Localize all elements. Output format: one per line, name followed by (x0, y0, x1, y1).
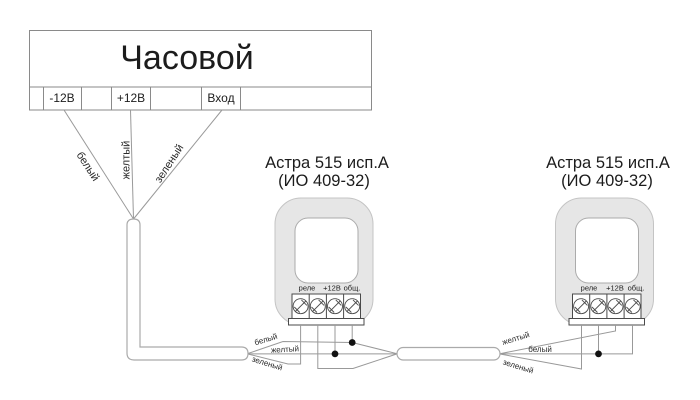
screw-terminal (310, 299, 325, 314)
det2-terminal-relay: реле (580, 283, 598, 293)
fan1-label-green: зеленый (250, 354, 284, 373)
cable-right (397, 348, 500, 361)
screw-terminal (591, 299, 606, 314)
screw-terminal (574, 299, 589, 314)
detector-lens-window (295, 218, 358, 283)
det1-terminal-relay: реле (298, 283, 316, 293)
detector-1-title: Астра 515 исп.А (265, 153, 389, 172)
screw-terminal (328, 299, 343, 314)
fan1-label-yellow: желтый (270, 344, 300, 355)
detector-lens-window (576, 218, 639, 283)
detector-2-body (556, 198, 654, 325)
detector-2-subtitle: (ИО 409-32) (561, 171, 653, 190)
fan2-label-yellow: желтый (501, 330, 531, 347)
screw-terminal (293, 299, 308, 314)
junction-dot (595, 351, 602, 358)
terminal-rail (569, 319, 645, 326)
junction-dot (349, 339, 356, 346)
screw-terminal (608, 299, 623, 314)
det2-terminal-common: общ. (627, 283, 645, 293)
panel-terminal-strip (30, 87, 372, 110)
fan2-label-green: зеленый (501, 357, 535, 376)
cable-left (127, 219, 248, 360)
wire-relay1-to-det2 (318, 325, 397, 369)
fan1-label-white: белый (253, 331, 279, 348)
fan2-label-white: белый (528, 345, 552, 354)
panel-wire-label-yellow: желтый (120, 140, 133, 180)
detector-1-subtitle: (ИО 409-32) (278, 171, 370, 190)
panel-title: Часовой (120, 39, 254, 77)
detector-2-title: Астра 515 исп.А (546, 153, 670, 172)
screw-terminal (625, 299, 640, 314)
panel-terminal-plus12: +12В (116, 91, 146, 105)
panel-wire-label-white: белый (73, 149, 102, 184)
screw-terminal (345, 299, 360, 314)
panel-wire-label-green: зеленый (152, 142, 187, 186)
wire-panel-green (134, 110, 223, 219)
det1-terminal-plus12: +12В (323, 283, 341, 293)
junction-dot (332, 351, 339, 358)
panel-terminal-input: Вход (207, 91, 235, 105)
detector-1-body (275, 198, 373, 325)
det2-terminal-plus12: +12В (606, 283, 624, 293)
terminal-rail (289, 319, 365, 326)
panel-terminal-minus12: -12В (49, 91, 75, 105)
det1-terminal-common: общ. (343, 283, 361, 293)
